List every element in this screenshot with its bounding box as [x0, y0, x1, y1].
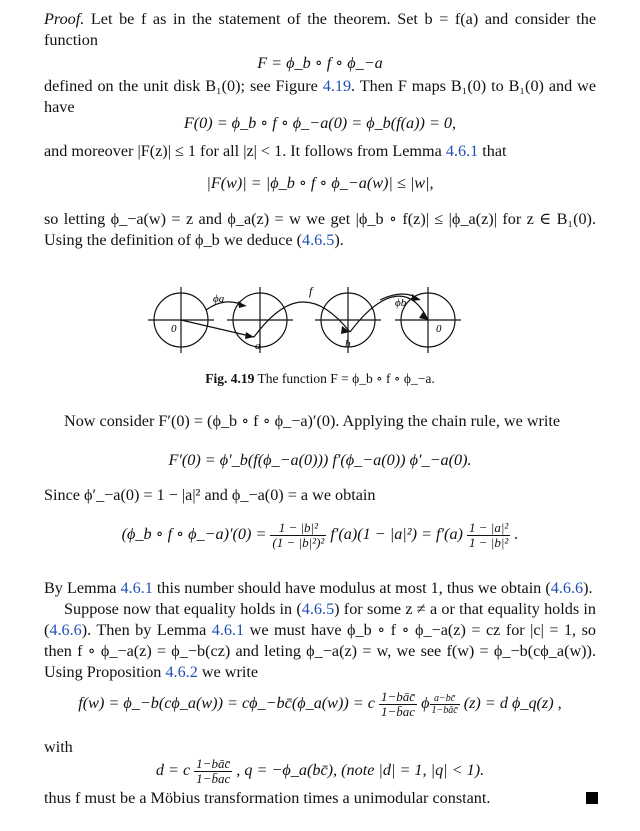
- equation-derivative-value: (ϕ_b ∘ f ∘ ϕ_−a)′(0) = $\frac{\text{1 − |b|²}}{\text{(1 − |b|²)²}}$ f′(a)(1 − |a|²) = f′(a) $\frac{\text{1 − |a|²}}{\text{1 − |b|²}}$ .: [121, 520, 519, 550]
- label-phi-b: ϕb: [395, 297, 407, 309]
- proof-paragraph: [44, 9, 596, 51]
- paragraph-lemma-bound: and moreover |F(z)| ≤ 1 for all |z| < 1. It follows from Lemma 4.6.1 that: [44, 142, 507, 160]
- equation-link-3[interactable]: 4.6.5: [301, 600, 335, 618]
- equation-link-4[interactable]: 4.6.6: [49, 621, 82, 639]
- paragraph-deduce: so letting ϕ_−a(w) = z and ϕ_a(z) = w we get |ϕ_b ∘ f(z)| ≤ |ϕ_a(z)| for z ∈ B₁(0). Using the definition of ϕ_b we deduce (4.6.5).: [44, 210, 596, 249]
- label-phi-a: ϕa: [213, 293, 225, 305]
- fraction-1: $\frac{\text{1 − |b|²}}{\text{(1 − |b|²)²}}$: [272, 520, 325, 550]
- fraction-subscript: $\frac{a-bc̄}{\text{1−bāc̄}}$: [431, 693, 458, 716]
- equation-link[interactable]: 4.6.5: [302, 231, 335, 249]
- lemma-link-2[interactable]: 4.6.1: [120, 579, 153, 597]
- figure-caption: [0, 371, 640, 387]
- equation-F-bound: |F(w)| = |ϕ_b ∘ f ∘ ϕ_−a(w)| ≤ |w|,: [206, 174, 434, 192]
- fraction-2: $\frac{\text{1 − |a|²}}{\text{1 − |b|²}}$: [468, 520, 509, 550]
- paragraph-with: with: [44, 738, 73, 756]
- equation-definition-F: F = ϕ_b ∘ f ∘ ϕ_−a: [257, 54, 383, 72]
- proof-label: Proof.: [44, 10, 85, 28]
- figure-caption-text: The function F = ϕ_b ∘ f ∘ ϕ_−a.: [257, 371, 435, 386]
- label-a: a: [255, 340, 261, 352]
- lemma-link[interactable]: 4.6.1: [445, 142, 479, 160]
- paragraph-modulus: By Lemma 4.6.1 this number should have modulus at most 1, thus we obtain (4.6.6).: [44, 579, 593, 597]
- figure-4-19: [0, 262, 640, 370]
- paragraph-domain: defined on the unit disk B₁(0); see Figure 4.19. Then F maps B₁(0) to B₁(0) and we have: [44, 77, 596, 116]
- label-b: b: [345, 338, 351, 350]
- arrow-phi-b-path: [350, 296, 428, 332]
- qed-square-icon: [586, 792, 598, 804]
- equation-chain-rule: F′(0) = ϕ′_b(f(ϕ_−a(0))) f′(ϕ_−a(0)) ϕ′_−a(0).: [168, 451, 472, 469]
- paragraph-conclusion: thus f must be a Möbius transformation times a unimodular constant.: [44, 789, 491, 807]
- label-zero-right: 0: [436, 323, 442, 335]
- figure-link[interactable]: 4.19: [322, 77, 352, 95]
- paragraph-since: Since ϕ′_−a(0) = 1 − |a|² and ϕ_−a(0) = a we obtain: [44, 486, 376, 504]
- label-zero-left: 0: [171, 323, 177, 335]
- figure-caption-label: Fig. 4.19: [205, 371, 255, 386]
- paragraph-equality: Suppose now that equality holds in (4.6.5) for some z ≠ a or that equality holds in (4.6.6). Then by Lemma 4.6.1 we must have ϕ_b ∘ f ∘ ϕ_−a(z) = cz for |c| = 1, so then f ∘ ϕ_−a(z) = ϕ_−b(cz) and leting ϕ_−a(z) = w, we see f(w) = ϕ_−b(cϕ_a(w)). Using Proposition 4.6.2 we write: [44, 600, 597, 681]
- equation-link-2[interactable]: 4.6.6: [550, 579, 584, 597]
- proof-text: Let be f as in the statement of the theorem. Set b = f(a) and consider the function: [44, 10, 597, 49]
- label-f: f: [309, 284, 313, 298]
- equation-mobius: f(w) = ϕ_−b(cϕ_a(w)) = cϕ_−bc̄(ϕ_a(w)) = c $\frac{\text{1−bāc̄}}{1-b̄ac}$ ϕ $\frac{a-bc̄}{\text{1−bāc̄}}$ (z) = d ϕ_q(z) ,: [78, 689, 562, 719]
- fraction-3: $\frac{\text{1−bāc̄}}{1-b̄ac}$: [381, 689, 416, 719]
- arrowhead-a: [245, 332, 254, 339]
- arrow-phi-a-path: [181, 320, 254, 337]
- proposition-link[interactable]: 4.6.2: [165, 663, 198, 681]
- paragraph-derivative: Now consider F′(0) = (ϕ_b ∘ f ∘ ϕ_−a)′(0). Applying the chain rule, we write: [64, 412, 561, 430]
- equation-F-at-zero: F(0) = ϕ_b ∘ f ∘ ϕ_−a(0) = ϕ_b(f(a)) = 0,: [183, 114, 457, 132]
- fraction-4: $\frac{\text{1−bāc̄}}{1-b̄ac}$: [196, 756, 231, 786]
- equation-d-q: d = c $\frac{\text{1−bāc̄}}{1-b̄ac}$ , q = −ϕ_a(bc̄), (note |d| = 1, |q| < 1).: [155, 756, 485, 786]
- arrowhead-phi-a: [238, 301, 246, 308]
- lemma-link-3[interactable]: 4.6.1: [211, 621, 245, 639]
